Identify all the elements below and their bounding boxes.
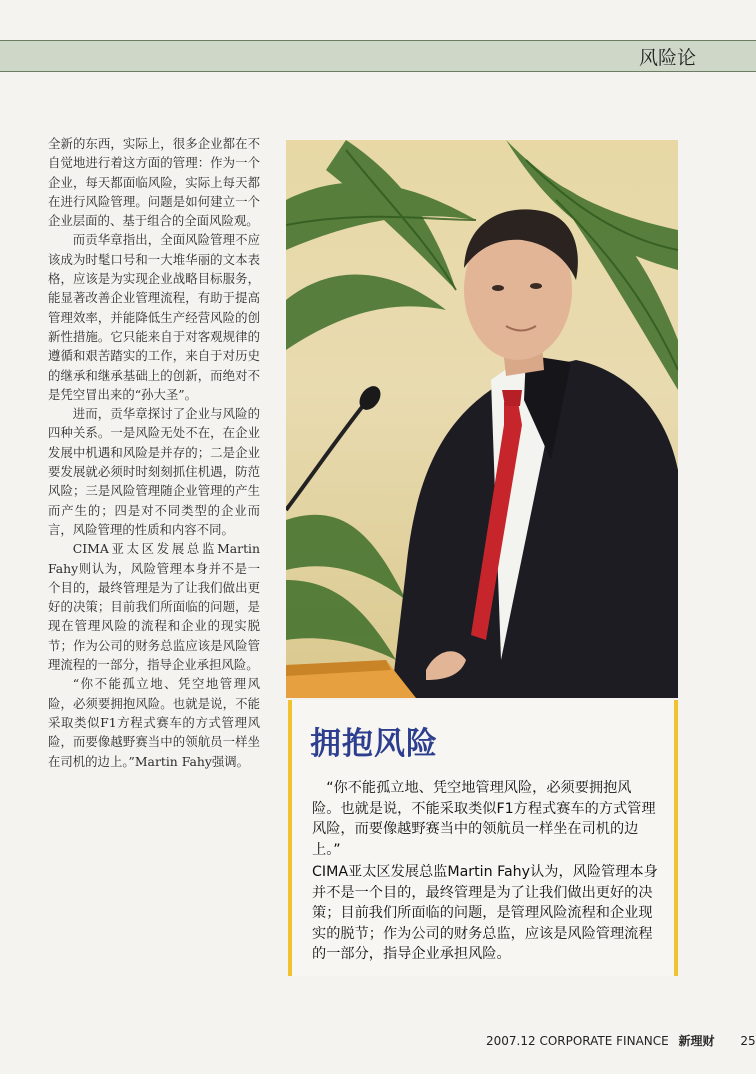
article-paragraph: CIMA亚太区发展总监Martin Fahy则认为，风险管理本身并不是一个目的，最终管理是为了让我们做出更好的决策；目前我们所面临的问题，是现在管理风险的流程和企业的现实脱节；作为公司的财务总监应该是风险管理流程的一部分，指导企业承担风险。 xyxy=(48,541,260,673)
pull-quote-title: 拥抱风险 xyxy=(310,726,438,762)
page-number: 25 xyxy=(740,1034,756,1048)
pull-quote-body: CIMA亚太区发展总监Martin Fahy认为，风险管理本身并不是一个目的，最终管理是为了让我们做出更好的决策；目前我们所面临的问题，是管理风险流程和企业现实的脱节；作为公司的财务总监，应该是风险管理流程的一部分，指导企业承担风险。 xyxy=(312,864,658,962)
magazine-name: CORPORATE FINANCE xyxy=(539,1034,669,1048)
article-left-column xyxy=(48,134,260,771)
pull-quote-box xyxy=(288,700,678,976)
pull-quote-text: “你不能孤立地、凭空地管理风险，必须要拥抱风险。也就是说，不能采取类似F1方程式赛车的方式管理风险，而要像越野赛当中的领航员一样坐在司机的边上。” xyxy=(312,780,656,858)
page-footer xyxy=(486,1032,756,1049)
section-title: 风险论 xyxy=(638,47,696,69)
article-paragraph: 而贡华章指出，全面风险管理不应该成为时髦口号和一大堆华丽的文本表格，应该是为实现企业战略目标服务，能显著改善企业管理流程，有助于提高管理效率，并能降低生产经营风险的创新性措施。它只能来自于对客观规律的遵循和艰苦踏实的工作，来自于对历史的继承和继承基础上的创新，而绝对不是凭空冒出来的“孙大圣”。 xyxy=(48,232,260,402)
magazine-brand: 新理财 xyxy=(678,1034,715,1048)
article-paragraph: 进而，贡华章探讨了企业与风险的四种关系。一是风险无处不在，在企业发展中机遇和风险是并存的；二是企业要发展就必须时时刻刻抓住机遇，防范风险；三是风险管理随企业管理的产生而产生的；四是对不同类型的企业而言，风险管理的性质和内容不同。 xyxy=(48,406,260,537)
section-header-band xyxy=(0,40,756,72)
article-paragraph: 全新的东西，实际上，很多企业都在不自觉地进行着这方面的管理：作为一个企业，每天都面临风险，实际上每天都在进行风险管理。问题是如何建立一个企业层面的、基于组合的全面风险观。 xyxy=(48,136,260,229)
speaker-photo xyxy=(286,140,678,698)
issue-date: 2007.12 xyxy=(486,1034,536,1048)
article-paragraph: “你不能孤立地、凭空地管理风险，必须要拥抱风险。也就是说，不能采取类似F1方程式赛车的方式管理风险，而要像越野赛当中的领航员一样坐在司机的边上。”Martin Fahy强调。 xyxy=(48,676,260,769)
speaker-photo-illustration xyxy=(286,140,678,698)
